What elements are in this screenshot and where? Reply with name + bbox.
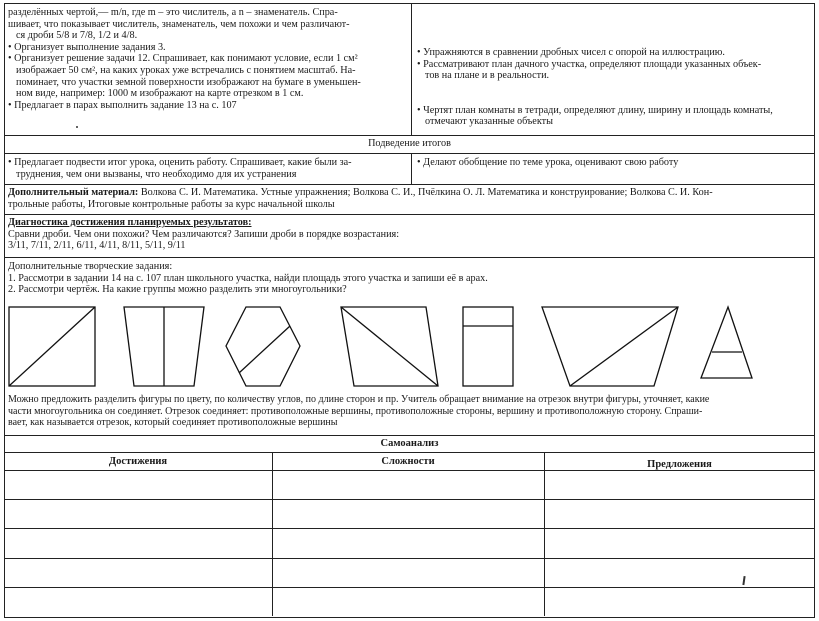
diagnostics-title: Диагностика достижения планируемых результатов: (8, 217, 252, 228)
summary-right-cell (417, 157, 813, 169)
diagnostics-question: Сравни дроби. Чем они похожи? Чем различаются? Запиши дроби в порядке возрастания: (8, 228, 400, 240)
speck-mark (76, 126, 78, 128)
top-left-cell (8, 7, 408, 111)
creative-note-line: Можно предложить разделить фигуры по цвету, по количеству углов, по длине сторон и пр. Учитель обращает внимание на отрезок внутри фигуры, уточняет, какие (8, 394, 710, 405)
table-row-line (4, 587, 815, 588)
triangle-with-midline (701, 307, 752, 378)
summary-teacher-bullet: • Предлагает подвести итог урока, оценить работу. Спрашивает, какие были за- (8, 157, 352, 168)
creative-top-line (4, 257, 815, 258)
teacher-bullet: • Организует решение задачи 12. Спрашивает, как понимают условие, если 1 см² (8, 53, 358, 65)
summary-teacher-line: труднения, чем они вызваны, что необходимо для их устранения (16, 168, 297, 180)
diagnostics-fractions: 3/11, 7/11, 2/11, 6/11, 4/11, 8/11, 5/11, 9/11 (8, 240, 186, 252)
diagnostics-block (8, 217, 811, 252)
table-row-line (4, 558, 815, 559)
creative-task: 1. Рассмотри в задании 14 на с. 107 план школьного участка, найди площадь этого участка и запиши её в арах. (8, 272, 488, 284)
top-right-cell (417, 47, 813, 128)
self-analysis-top-line (4, 435, 815, 436)
creative-note-line: части многоугольника он соединяет. Отрезок соединяет: противоположные вершины, противоположные стороны, вершину и противоположную сторону. Спраши- (8, 405, 703, 417)
teacher-text-line: шивает, что показывает числитель, знаменатель, чем похожи и чем различают- (8, 18, 350, 30)
creative-note-line: вает, как называется отрезок, который соединяет противоположные вершины (8, 417, 338, 429)
teacher-text-line: ном виде, например: 1000 м изображают на карте отрезком в 1 см. (16, 88, 304, 100)
summary-column-divider (411, 153, 412, 184)
creative-task: 2. Рассмотри чертёж. На какие группы можно разделить эти многоугольники? (8, 284, 347, 296)
quadrilateral-with-diagonal (341, 307, 438, 386)
additional-top-line (4, 184, 815, 185)
additional-material-line: Дополнительный материал: Волкова С. И. Математика. Устные упражнения; Волкова С. И., Пчёлкина О. Л. Математика и конструирование; Волкова С. И. Кон- (8, 187, 713, 198)
self-analysis-title: Самоанализ (380, 438, 439, 449)
self-analysis-divider-1 (272, 452, 273, 616)
summary-top-line (4, 135, 815, 136)
diagnostics-top-line (4, 214, 815, 215)
column-header-achievements: Достижения (108, 456, 168, 467)
student-text-line: тов на плане и в реальности. (425, 70, 550, 82)
hexagon-with-segment (226, 307, 300, 386)
additional-material-label: Дополнительный материал: (8, 187, 139, 198)
additional-material-line: трольные работы, Итоговые контрольные работы за курс начальной школы (8, 198, 335, 210)
summary-title: Подведение итогов (368, 138, 451, 149)
student-bullet: • Рассматривают план дачного участка, определяют площади указанных объек- (417, 58, 762, 70)
self-analysis-title-line (4, 452, 815, 453)
lesson-plan-page (4, 3, 815, 617)
column-header-suggestions: Предложения (647, 459, 712, 470)
square-with-diagonal (9, 307, 95, 386)
top-column-divider (411, 3, 412, 135)
teacher-bullet: • Предлагает в парах выполнить задание 13 на с. 107 (8, 99, 237, 111)
self-analysis-divider-2 (544, 452, 545, 616)
trapezoid-with-diagonal (542, 307, 678, 386)
student-text-line: отмечают указанные объекты (425, 116, 553, 128)
student-bullet: • Упражняются в сравнении дробных чисел с опорой на иллюстрацию. (417, 47, 725, 58)
student-bullet: • Чертят план комнаты в тетради, определяют длину, ширину и площадь комнаты, (417, 104, 773, 116)
summary-student-bullet: • Делают обобщение по теме урока, оценивают свою работу (417, 157, 679, 168)
table-row-line (4, 528, 815, 529)
summary-left-cell (8, 157, 408, 180)
table-row-line (4, 470, 815, 471)
teacher-text-line: ся дроби 5/8 и 7/8, 1/2 и 4/8. (16, 30, 138, 42)
summary-header-line (4, 153, 815, 154)
teacher-text-line: поминает, что участки земной поверхности изображают на бумаге в уменьшен- (16, 76, 361, 88)
polygons-drawing (8, 300, 814, 392)
rectangle-with-crossline (463, 307, 513, 386)
teacher-bullet: • Организует выполнение задания 3. (8, 41, 166, 53)
table-row-line (4, 499, 815, 500)
column-header-difficulties: Сложности (381, 456, 435, 467)
creative-note (8, 394, 813, 429)
teacher-text-line: разделённых чертой,— m/n, где m – это числитель, а n – знаменатель. Спра- (8, 7, 338, 18)
creative-block (8, 261, 811, 296)
additional-material (8, 187, 811, 210)
trapezoid-with-midline (124, 307, 204, 386)
creative-title: Дополнительные творческие задания: (8, 261, 173, 272)
teacher-text-line: изображает 50 см², на каких уроках уже встречались с понятием масштаб. На- (16, 64, 356, 76)
